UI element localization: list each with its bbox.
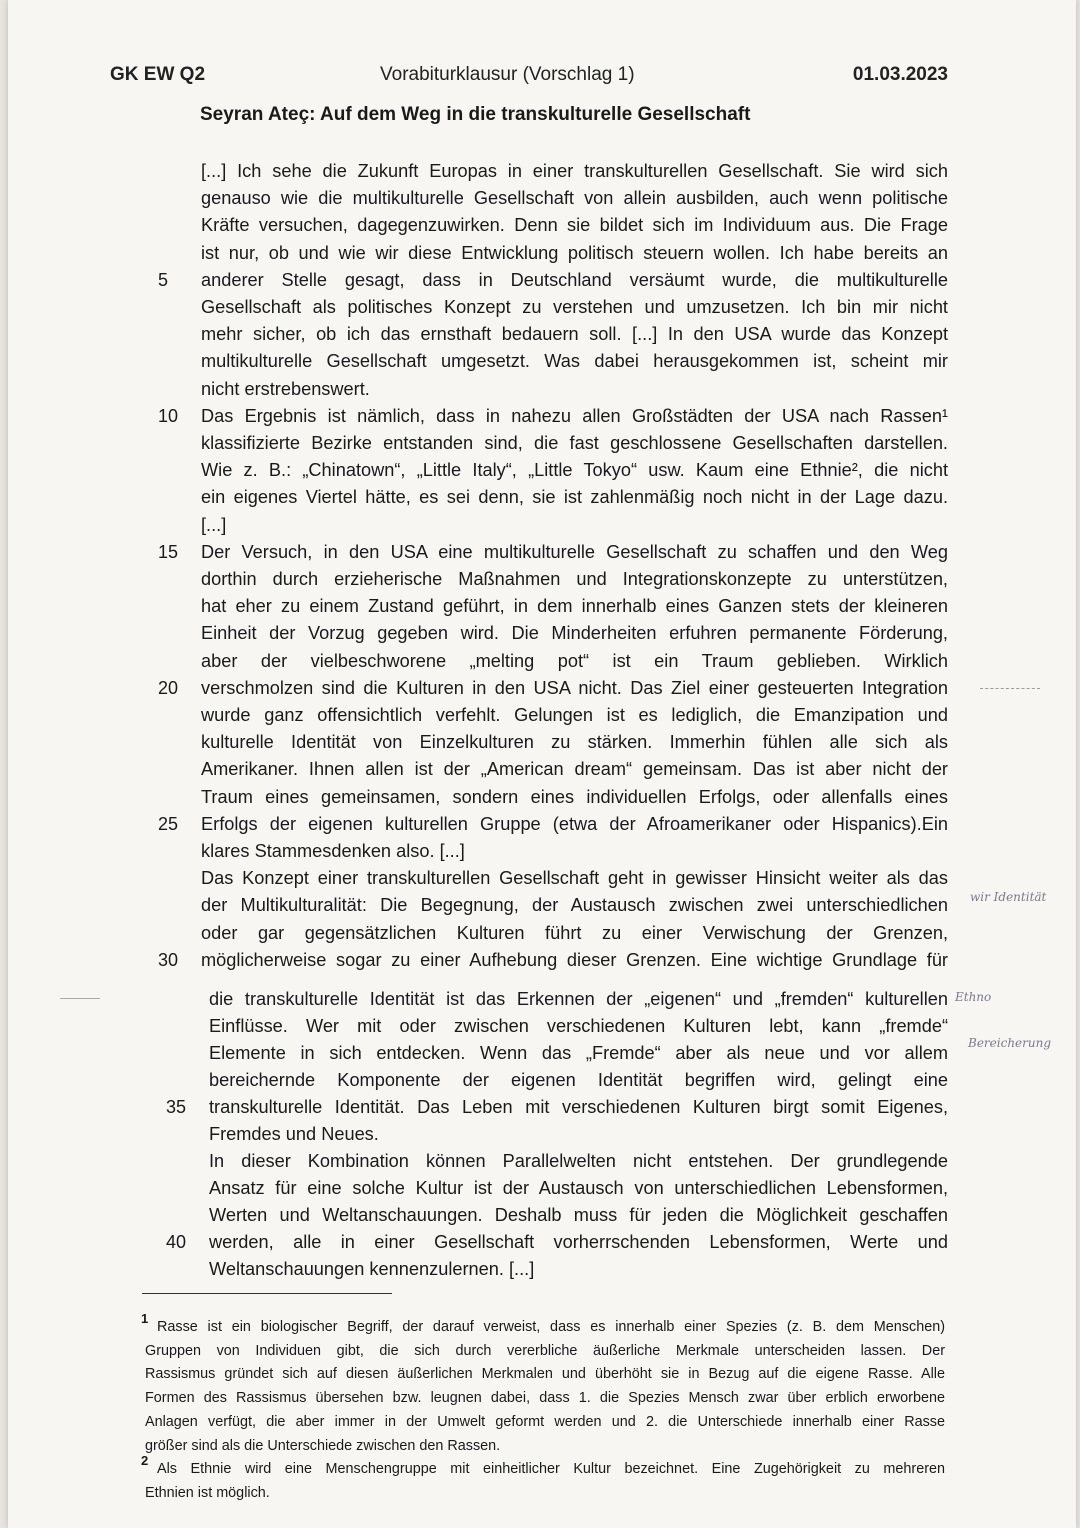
text-line: oder gar gegensätzlichen Kulturen führt zu einer Verwischung der Grenzen, (201, 922, 948, 943)
footnote-line: Rasse ist ein biologischer Begriff, der darauf verweist, dass es innerhalb einer Spezies (z. B. dem Menschen) (157, 1319, 945, 1335)
line-number: 15 (158, 541, 179, 562)
exam-date: 01.03.2023 (852, 64, 948, 85)
text-line: ein eigenes Viertel hätte, es sei denn, sie ist zahlenmäßig noch nicht in der Lage dazu. (201, 487, 948, 508)
text-line: Gesellschaft als politisches Konzept zu verstehen und umzusetzen. Ich bin mir nicht (201, 297, 948, 317)
text-line: aber der vielbeschworene „melting pot“ ist ein Traum geblieben. Wirklich (201, 650, 948, 671)
text-line: klares Stammesdenken also. [...] (201, 841, 465, 861)
text-line: klassifizierte Bezirke entstanden sind, die fast geschlossene Gesellschaften darstellen. (201, 433, 948, 453)
text-line: Erfolgs der eigenen kulturellen Gruppe (etwa der Afroamerikaner oder Hispanics).Ein (201, 813, 948, 834)
footnote-line: Rassismus gründet sich auf diesen äußerlichen Merkmalen und überhöht sie in Bezug auf die eigene Rasse. Alle (145, 1366, 945, 1383)
text-line: Das Konzept einer transkulturellen Gesellschaft geht in gewisser Hinsicht weiter als das (201, 868, 948, 889)
text-line: Einheit der Vorzug gegeben wird. Die Minderheiten erfuhren permanente Förderung, (201, 623, 948, 644)
footnote-marker: 1 (141, 1311, 149, 1326)
text-line: kulturelle Identität von Einzelkulturen zu stärken. Immerhin fühlen alle sich als (201, 732, 948, 753)
line-number: 5 (158, 269, 169, 290)
text-line: der Multikulturalität: Die Begegnung, der Austausch zwischen zwei unterschiedlichen (201, 895, 948, 916)
handwritten-note: wir Identität (970, 890, 1047, 904)
page-header (110, 64, 948, 88)
text-line: transkulturelle Identität. Das Leben mit verschiedenen Kulturen birgt somit Eigenes, (209, 1097, 948, 1117)
text-line: Amerikaner. Ihnen allen ist der „American dream“ gemeinsam. Das ist aber nicht der (201, 759, 948, 780)
text-line: Weltanschauungen kennenzulernen. [...] (209, 1259, 535, 1279)
footnote-marker: 2 (141, 1453, 149, 1468)
text-line: möglicherweise sogar zu einer Aufhebung dieser Grenzen. Eine wichtige Grundlage für (201, 949, 948, 970)
line-number: 35 (166, 1097, 187, 1117)
line-number: 40 (166, 1232, 187, 1252)
line-number: 25 (158, 813, 179, 834)
text-line: dorthin durch erzieherische Maßnahmen und Integrationskonzepte zu unterstützen, (201, 569, 948, 589)
footnote-line: Anlagen verfügt, die aber immer in der Umwelt geformt werden und 2. die Unterschiede innerhalb einer Rasse (145, 1413, 945, 1430)
text-line: [...] Ich sehe die Zukunft Europas in einer transkulturellen Gesellschaft. Sie wird sich (201, 161, 948, 181)
text-line: verschmolzen sind die Kulturen in den USA nicht. Das Ziel einer gesteuerten Integration (201, 677, 948, 698)
text-line: Das Ergebnis ist nämlich, dass in nahezu allen Großstädten der USA nach Rassen¹ (201, 405, 948, 426)
handwritten-note: Ethno (955, 990, 992, 1004)
text-line: Kräfte versuchen, dagegenzuwirken. Denn sie bildet sich im Individuum aus. Die Frage (201, 215, 948, 236)
text-line: ist nur, ob und wie wir diese Entwicklung politisch steuern wollen. Ich habe bereits an (201, 242, 948, 263)
text-line: Der Versuch, in den USA eine multikulturelle Gesellschaft zu schaffen und den Weg (201, 541, 948, 562)
footnote-line: größer sind als die Unterschiede zwischen den Rassen. (145, 1437, 501, 1454)
text-line: Einflüsse. Wer mit oder zwischen verschiedenen Kulturen lebt, kann „fremde“ (209, 1016, 948, 1036)
text-line: nicht erstrebenswert. (201, 378, 370, 399)
text-line: anderer Stelle gesagt, dass in Deutschland versäumt wurde, die multikulturelle (201, 269, 948, 290)
text-line: Traum eines gemeinsamen, sondern eines individuellen Erfolgs, oder allenfalls eines (201, 786, 948, 807)
footnote-line: Gruppen von Individuen gibt, die sich durch vererbliche äußerliche Merkmale unterscheiden lassen. Der (145, 1342, 945, 1359)
text-line: Werten und Weltanschauungen. Deshalb muss für jeden die Möglichkeit geschaffen (209, 1205, 948, 1225)
line-number: 20 (158, 677, 179, 698)
pencil-mark (60, 998, 100, 999)
text-title: Seyran Ateç: Auf dem Weg in die transkulturelle Gesellschaft (200, 104, 751, 125)
handwritten-note: Bereicherung (968, 1036, 1052, 1050)
text-line: In dieser Kombination können Parallelwelten nicht entstehen. Der grundlegende (209, 1151, 948, 1171)
text-line: wurde ganz offensichtlich verfehlt. Gelungen ist es lediglich, die Emanzipation und (201, 705, 948, 725)
footnote-line: Als Ethnie wird eine Menschengruppe mit einheitlicher Kultur bezeichnet. Eine Zugehörigkeit zu mehreren (157, 1461, 945, 1477)
text-line: Wie z. B.: „Chinatown“, „Little Italy“, „Little Tokyo“ usw. Kaum eine Ethnie², die nicht (201, 460, 948, 481)
text-line: Ansatz für eine solche Kultur ist der Austausch von unterschiedlichen Lebensformen, (209, 1178, 948, 1198)
line-number: 10 (158, 405, 179, 426)
text-line: hat eher zu einem Zustand geführt, in dem innerhalb eines Ganzen stets der kleineren (201, 596, 948, 617)
footnote-line: Formen des Rassismus übersehen bzw. leugnen dabei, dass 1. die Spezies Mensch zwar über erblich erworbene (145, 1390, 945, 1407)
text-line: Fremdes und Neues. (209, 1124, 379, 1144)
text-line: mehr sicher, ob ich das ernsthaft bedauern soll. [...] In den USA wurde das Konzept (201, 324, 948, 345)
footnote-line: Ethnien ist möglich. (145, 1484, 270, 1501)
text-line: werden, alle in einer Gesellschaft vorherrschenden Lebensformen, Werte und (209, 1232, 948, 1252)
pencil-mark (980, 688, 1040, 689)
exam-label: Vorabiturklausur (Vorschlag 1) (380, 64, 635, 85)
line-number: 30 (158, 949, 179, 970)
text-line: die transkulturelle Identität ist das Erkennen der „eigenen“ und „fremden“ kulturellen (209, 989, 948, 1009)
footnote-separator (142, 1293, 392, 1294)
text-line: multikulturelle Gesellschaft umgesetzt. Was dabei herausgekommen ist, scheint mir (201, 351, 948, 372)
course-label: GK EW Q2 (110, 64, 206, 85)
text-line: genauso wie die multikulturelle Gesellschaft von allein ausbilden, auch wenn politische (201, 188, 948, 209)
text-line: [...] (201, 514, 227, 535)
text-line: bereichernde Komponente der eigenen Identität begriffen wird, gelingt eine (209, 1070, 948, 1090)
text-line: Elemente in sich entdecken. Wenn das „Fremde“ aber als neue und vor allem (209, 1043, 948, 1063)
